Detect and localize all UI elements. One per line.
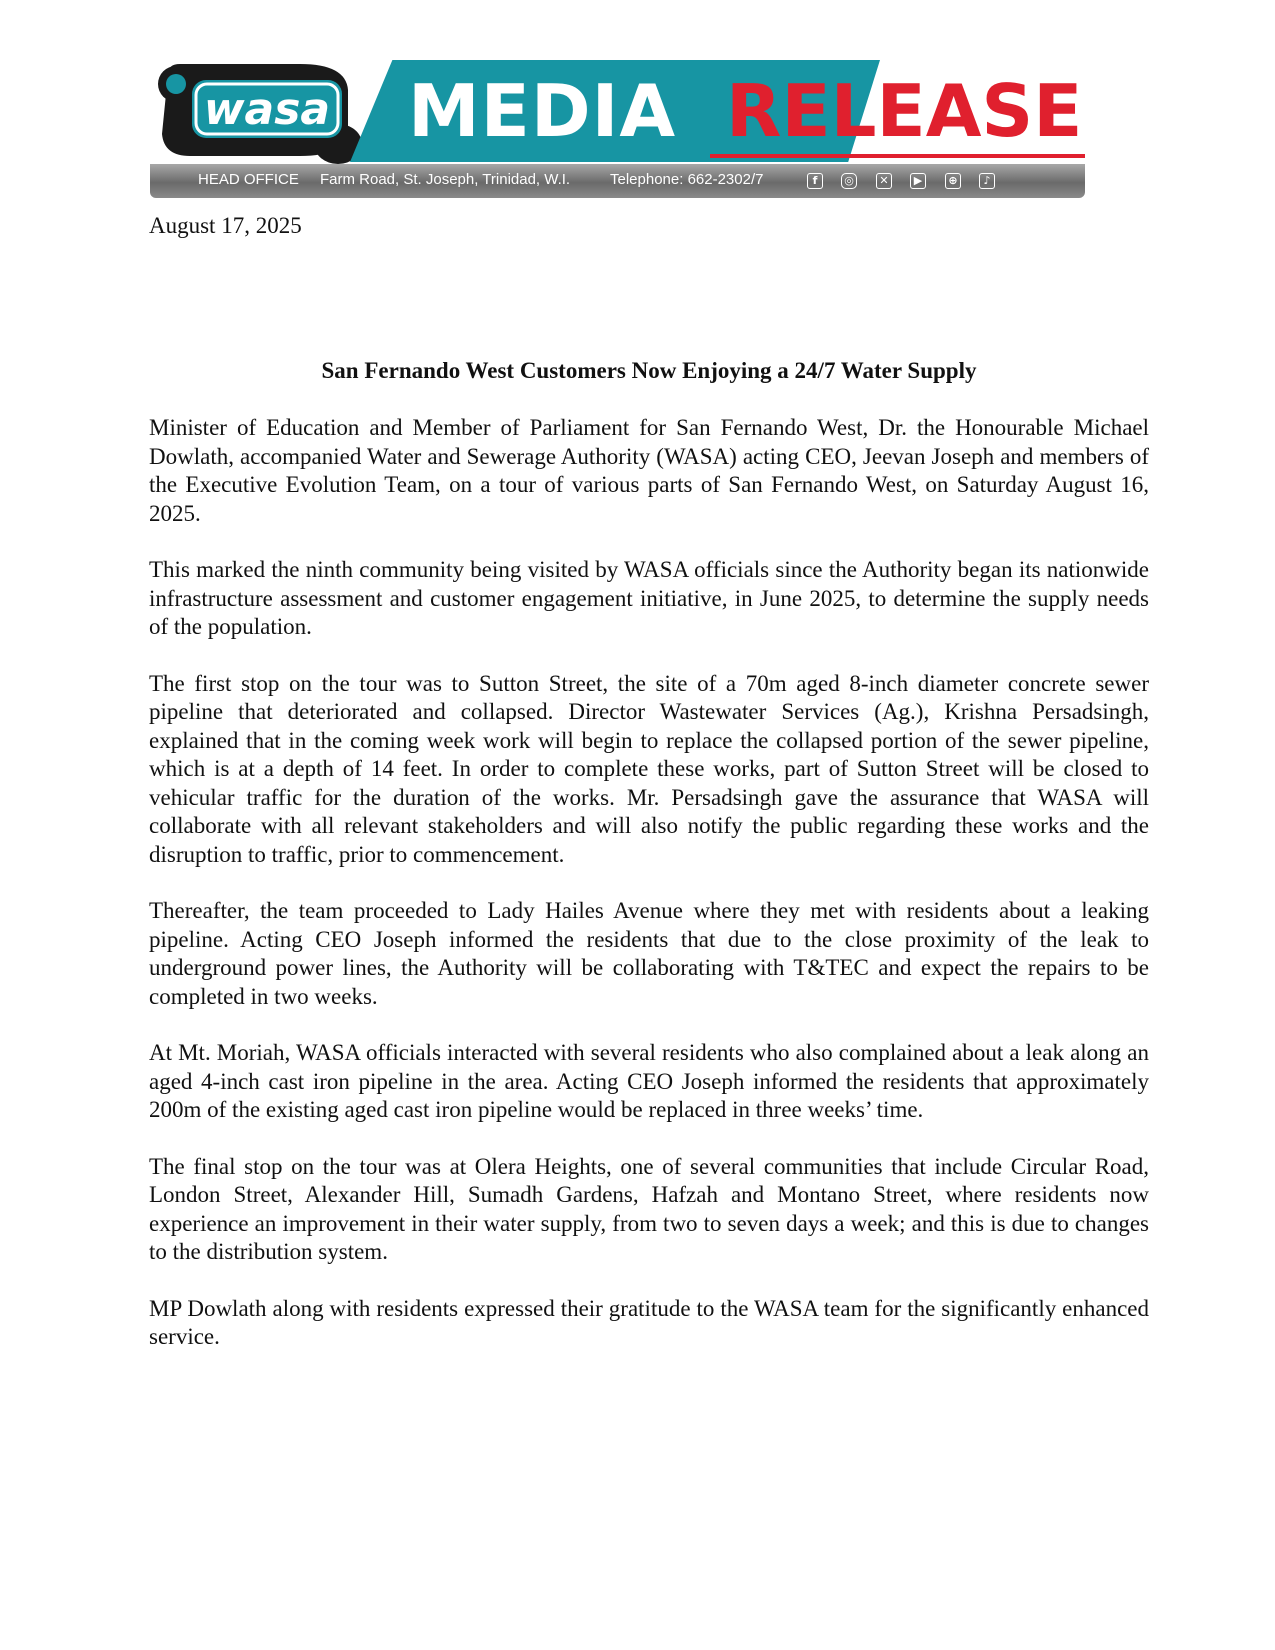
red-divider	[710, 154, 1085, 158]
paragraph: This marked the ninth community being visited by WASA officials since the Authority began its nationwide infrastructure assessment and customer engagement initiative, in June 2025, to determine the supply needs of the population.	[149, 557, 1149, 639]
logo-wordmark: wasa	[203, 84, 331, 135]
x-icon[interactable]: ✕	[876, 173, 892, 189]
paragraph: The first stop on the tour was to Sutton Street, the site of a 70m aged 8-inch diameter concrete sewer pipeline that deteriorated and collapsed. Director Wastewater Services (Ag.), Krishna Persadsingh, explained that in the coming week work will begin to replace the collapsed portion of the sewer pipeline, which is at a depth of 14 feet. In order to complete these works, part of Sutton Street will be closed to vehicular traffic for the duration of the works. Mr. Persadsingh gave the assurance that WASA will collaborate with all relevant stakeholders and will also notify the public regarding these works and the disruption to traffic, prior to commencement.	[149, 670, 1149, 867]
headline: San Fernando West Customers Now Enjoying a 24/7 Water Supply	[321, 358, 977, 383]
paragraph: Minister of Education and Member of Parliament for San Fernando West, Dr. the Honourable Michael Dowlath, accompanied Water and Sewerage Authority (WASA) acting CEO, Jeevan Joseph and members of the Executive Evolution Team, on a tour of various parts of San Fernando West, on Saturday August 16, 2025.	[149, 415, 1149, 526]
release-label: RELEASE	[726, 69, 1083, 153]
paragraph: Thereafter, the team proceeded to Lady Hailes Avenue where they met with residents about a leaking pipeline. Acting CEO Joseph informed the residents that due to the close proximity of the leak to underground power lines, the Authority will be collaborating with T&TEC and expect the repairs to be completed in two weeks.	[149, 898, 1149, 1009]
paragraph: MP Dowlath along with residents expressed their gratitude to the WASA team for the significantly enhanced service.	[149, 1295, 1149, 1349]
paragraph: At Mt. Moriah, WASA officials interacted with several residents who also complained about a leak along an aged 4-inch cast iron pipeline in the area. Acting CEO Joseph informed the residents that approximately 200m of the existing aged cast iron pipeline would be replaced in three weeks’ time.	[149, 1040, 1149, 1122]
media-label: MEDIA	[408, 69, 677, 153]
contact-bar	[150, 164, 1085, 198]
facebook-icon[interactable]: f	[807, 173, 823, 189]
address-text: Farm Road, St. Joseph, Trinidad, W.I.	[320, 171, 571, 188]
tiktok-icon[interactable]: ♪	[979, 173, 995, 189]
head-office-label: HEAD OFFICE	[198, 171, 299, 188]
wasa-logo-graphic	[150, 60, 365, 166]
web-icon[interactable]: ⊕	[945, 173, 961, 189]
release-body	[149, 414, 1149, 1380]
youtube-icon[interactable]: ▶	[910, 173, 926, 189]
instagram-icon[interactable]: ◎	[841, 173, 857, 189]
paragraph: The final stop on the tour was at Olera Heights, one of several communities that include Circular Road, London Street, Alexander Hill, Sumadh Gardens, Hafzah and Montano Street, where residents now experience an improvement in their water supply, from two to seven days a week; and this is due to changes to the distribution system.	[149, 1153, 1149, 1264]
release-date: August 17, 2025	[149, 213, 302, 238]
telephone-text: Telephone: 662-2302/7	[610, 171, 764, 188]
media-release-banner	[150, 60, 1085, 198]
wasa-logo	[150, 60, 365, 166]
